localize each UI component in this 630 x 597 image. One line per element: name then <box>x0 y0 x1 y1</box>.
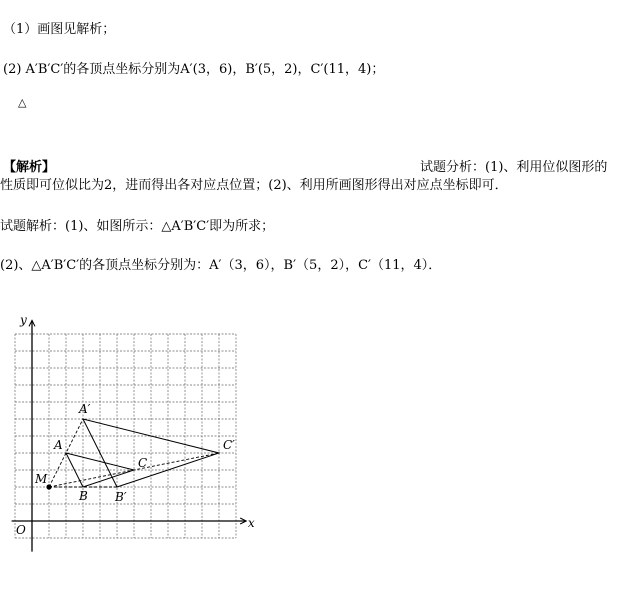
triangles <box>46 419 219 490</box>
axes <box>12 313 255 552</box>
answer-part1: （1）画图见解析； <box>3 22 116 37</box>
answer-part2: (2) A′B′C′的各顶点坐标分别为A′(3，6)，B′(5，2)，C′(11，4)； <box>3 62 385 77</box>
point-label: C <box>138 456 148 470</box>
point-label: A′ <box>79 402 91 416</box>
point-label: B <box>79 489 88 503</box>
triangle-symbol: △ <box>18 96 27 109</box>
solution-part2: (2)、△A′B′C′的各顶点坐标分别为：A′（3，6），B′（5，2），C′（11，4）． <box>0 258 442 273</box>
analysis-heading: 【解析】 <box>3 160 56 175</box>
x-axis-label: x <box>247 516 255 530</box>
point-label: C′ <box>223 438 235 452</box>
coordinate-figure <box>0 285 260 555</box>
grid-lines <box>15 334 236 538</box>
point-label: A <box>54 438 63 452</box>
point-label: M <box>35 472 48 486</box>
origin-label: O <box>16 523 26 537</box>
solution-part1: 试题解析：(1)、如图所示：△A′B′C′即为所求； <box>0 219 275 234</box>
analysis-text: 性质即可位似比为2，进而得出各对应点位置；(2)、利用所画图形得出对应点坐标即可． <box>0 178 508 193</box>
point-label: B′ <box>115 490 127 504</box>
y-axis-label: y <box>20 312 27 327</box>
analysis-intro: 试题分析：(1)、利用位似图形的 <box>420 160 608 175</box>
